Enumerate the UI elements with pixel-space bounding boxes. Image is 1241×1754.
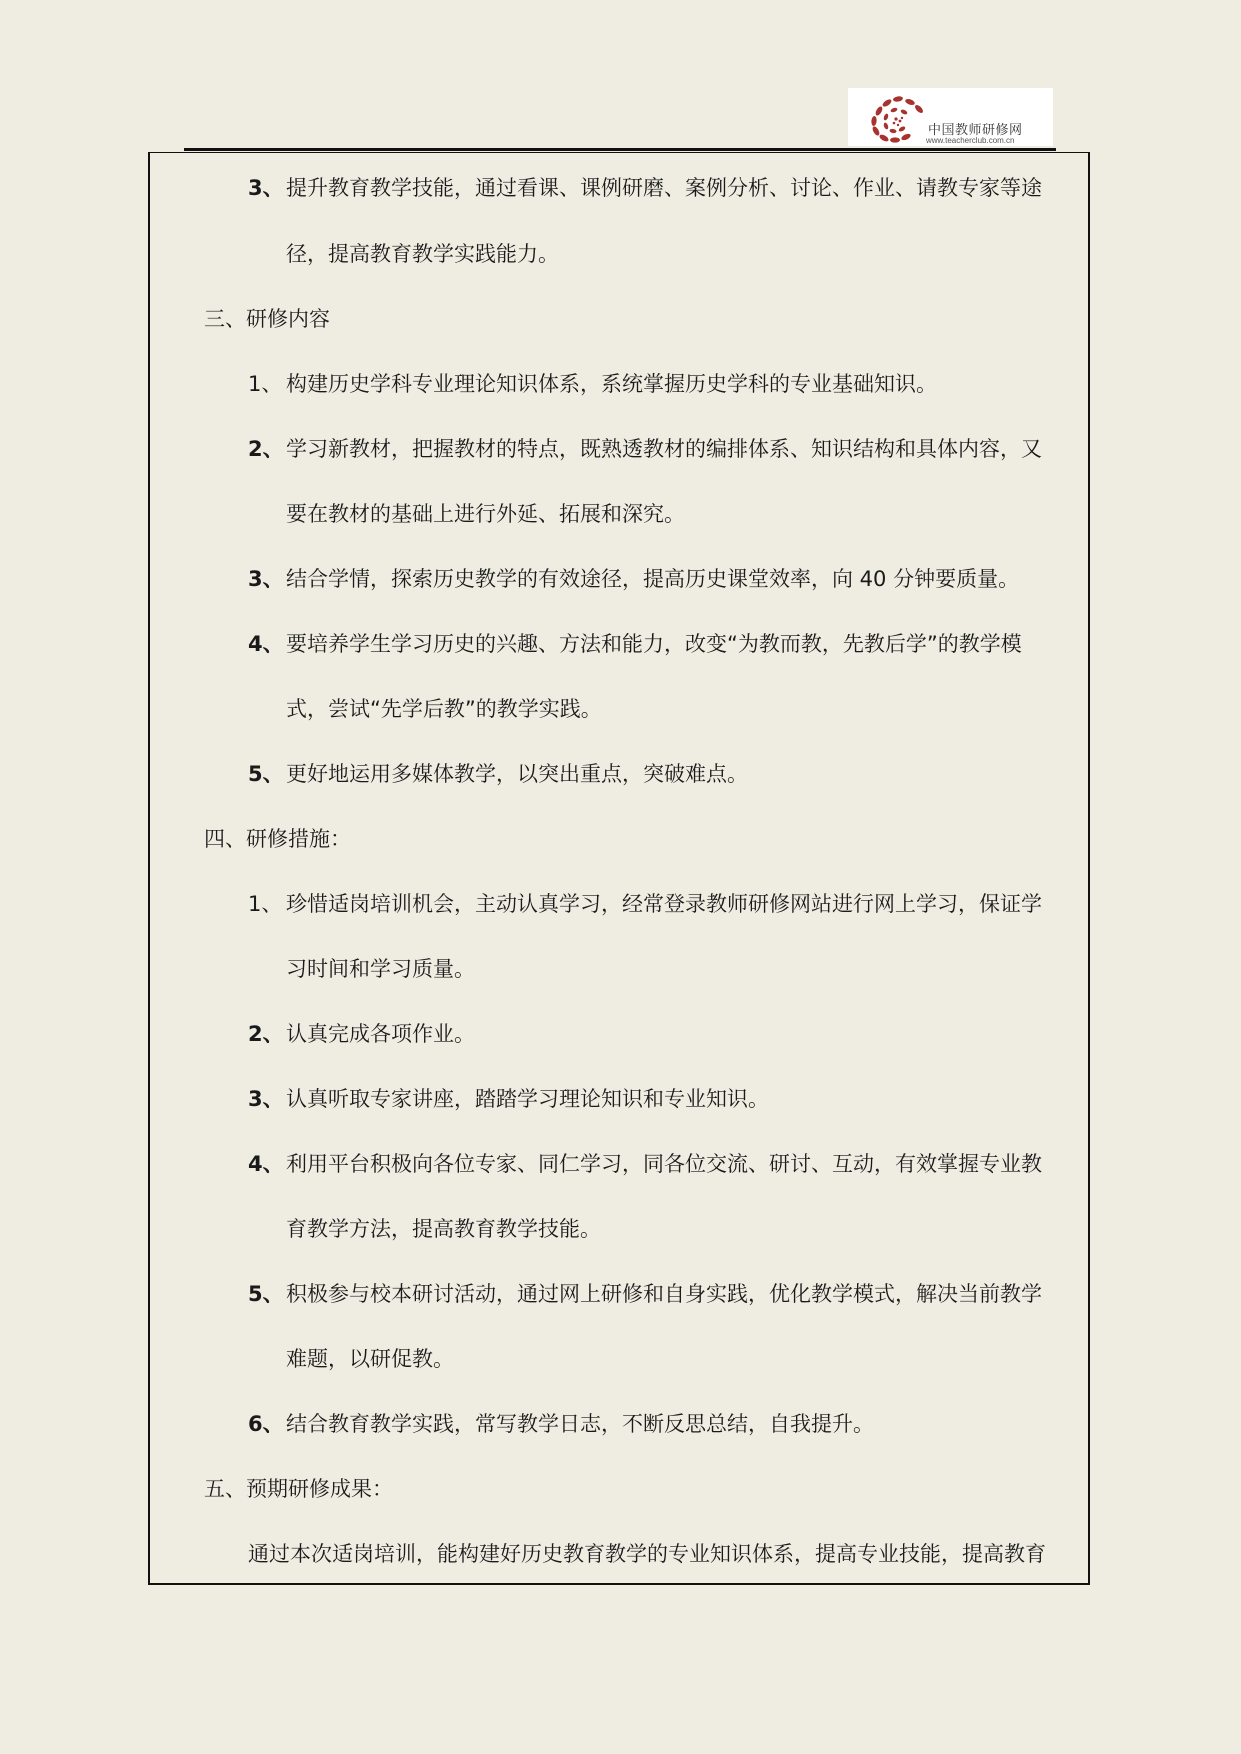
measure-item-4-line-2: 育教学方法，提高教育教学技能。 <box>286 1217 601 1241</box>
content-item-2-line-2: 要在教材的基础上进行外延、拓展和深究。 <box>286 502 685 526</box>
teacherclub-logo <box>848 88 1053 146</box>
content-item-5-number: 5、 <box>248 762 284 786</box>
measure-item-4-line-1: 利用平台积极向各位专家、同仁学习，同各位交流、研讨、互动，有效掌握专业教 <box>286 1152 1042 1176</box>
measure-item-1-line-1: 珍惜适岗培训机会，主动认真学习，经常登录教师研修网站进行网上学习，保证学 <box>286 892 1042 916</box>
section-heading-outcomes: 五、预期研修成果： <box>204 1477 393 1501</box>
content-item-2-line-1: 学习新教材，把握教材的特点，既熟透教材的编排体系、知识结构和具体内容，又 <box>286 437 1042 461</box>
measure-item-3-line-1: 认真听取专家讲座，踏踏学习理论知识和专业知识。 <box>286 1087 769 1111</box>
flower-logo-icon <box>864 93 928 143</box>
section-heading-measures: 四、研修措施： <box>204 827 351 851</box>
outcome-paragraph-line-1: 通过本次适岗培训，能构建好历史教育教学的专业知识体系，提高专业技能，提高教育 <box>248 1542 1046 1566</box>
measure-item-1-line-2: 习时间和学习质量。 <box>286 957 475 981</box>
content-item-1-line-1: 构建历史学科专业理论知识体系，系统掌握历史学科的专业基础知识。 <box>286 372 937 396</box>
header-rule <box>184 148 1056 151</box>
content-item-5-line-1: 更好地运用多媒体教学，以突出重点，突破难点。 <box>286 762 748 786</box>
measure-item-5-line-2: 难题，以研促教。 <box>286 1347 454 1371</box>
goal-3-line-2: 径，提高教育教学实践能力。 <box>286 242 559 266</box>
measure-item-1-number: 1、 <box>248 892 283 916</box>
goal-3-line-1: 提升教育教学技能，通过看课、课例研磨、案例分析、讨论、作业、请教专家等途 <box>286 176 1042 200</box>
logo-url: www.teacherclub.com.cn <box>926 136 1015 145</box>
measure-item-2-number: 2、 <box>248 1022 284 1046</box>
measure-item-6-number: 6、 <box>248 1412 284 1436</box>
content-item-4-line-2: 式，尝试“先学后教”的教学实践。 <box>286 697 602 721</box>
section-heading-content: 三、研修内容 <box>204 307 330 331</box>
content-item-3-line-1: 结合学情，探索历史教学的有效途径，提高历史课堂效率，向 40 分钟要质量。 <box>286 567 1020 591</box>
measure-item-4-number: 4、 <box>248 1152 284 1176</box>
measure-item-5-number: 5、 <box>248 1282 284 1306</box>
measure-item-6-line-1: 结合教育教学实践，常写教学日志，不断反思总结，自我提升。 <box>286 1412 874 1436</box>
content-item-2-number: 2、 <box>248 437 284 461</box>
content-item-1-number: 1、 <box>248 372 283 396</box>
content-item-3-number: 3、 <box>248 567 284 591</box>
goal-3-number: 3、 <box>248 176 284 200</box>
measure-item-3-number: 3、 <box>248 1087 284 1111</box>
measure-item-2-line-1: 认真完成各项作业。 <box>286 1022 475 1046</box>
measure-item-5-line-1: 积极参与校本研讨活动，通过网上研修和自身实践，优化教学模式，解决当前教学 <box>286 1282 1042 1306</box>
logo-name: 中国教师研修网 <box>928 123 1023 138</box>
content-item-4-number: 4、 <box>248 632 284 656</box>
content-item-4-line-1: 要培养学生学习历史的兴趣、方法和能力，改变“为教而教，先教后学”的教学模 <box>286 632 1022 656</box>
